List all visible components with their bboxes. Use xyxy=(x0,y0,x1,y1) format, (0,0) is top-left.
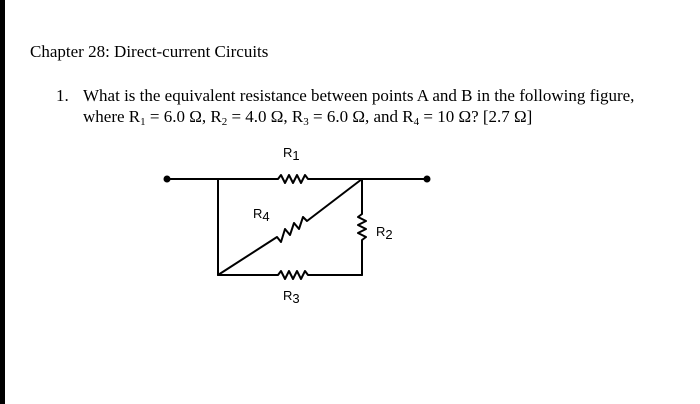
r4-resistor xyxy=(218,179,362,275)
terminal-a xyxy=(164,176,171,183)
r4-subscript: 4 xyxy=(413,116,420,128)
r2-value-text: = 4.0 Ω, R xyxy=(227,107,304,126)
r3-label: R3 xyxy=(283,288,300,306)
question-number: 1. xyxy=(56,86,69,105)
r2-label: R2 xyxy=(376,224,393,242)
question-text-line-2 xyxy=(83,107,532,127)
r1-resistor xyxy=(218,175,362,183)
r3-value-text: = 6.0 Ω, and R xyxy=(308,107,414,126)
circuit-diagram xyxy=(150,135,450,315)
question-text-line-1: What is the equivalent resistance between points A and B in the following figure, xyxy=(83,86,635,105)
chapter-title: Chapter 28: Direct-current Circuits xyxy=(30,42,269,61)
r4-label: R4 xyxy=(253,206,270,224)
r1-label: R1 xyxy=(283,145,300,163)
r4-value-text: = 10 Ω? [2.7 Ω] xyxy=(419,107,533,126)
terminal-b xyxy=(424,176,431,183)
question-line2-prefix: where R xyxy=(83,107,141,126)
r2-resistor xyxy=(358,179,366,275)
r3-resistor xyxy=(218,271,362,279)
r1-value-text: = 6.0 Ω, R xyxy=(145,107,222,126)
r2-subscript: 2 xyxy=(221,116,228,128)
left-edge-bar xyxy=(0,0,5,404)
r3-subscript: 3 xyxy=(303,116,309,128)
r1-subscript: 1 xyxy=(140,116,146,128)
